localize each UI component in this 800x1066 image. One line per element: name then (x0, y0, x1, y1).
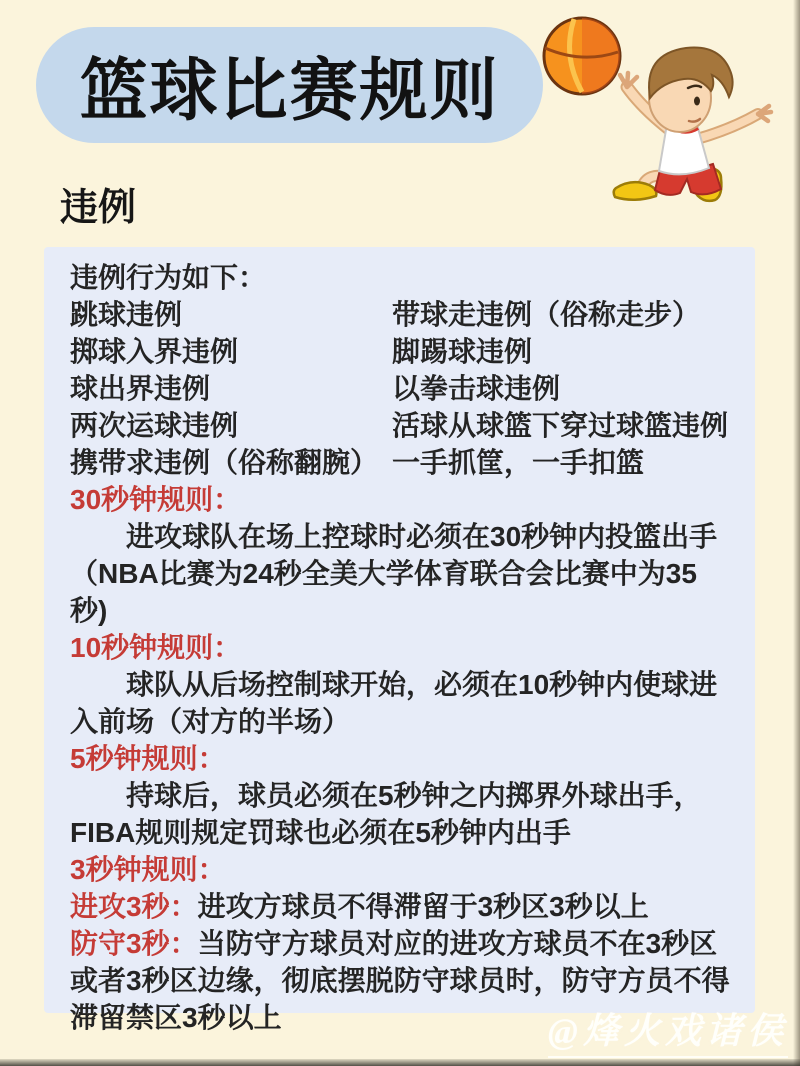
violation-item: 活球从球篮下穿过球篮违例 (392, 410, 729, 441)
rule-5s-body: 持球后，球员必须在5秒钟之内掷界外球出手，FIBA规则规定罚球也必须在5秒钟内出手 (70, 780, 702, 848)
violation-item: 携带求违例（俗称翻腕） (70, 447, 379, 478)
rule-3s-heading: 3秒钟规则： (70, 854, 226, 885)
violation-item: 以拳击球违例 (392, 373, 561, 404)
violation-item: 球出界违例 (70, 373, 211, 404)
rules-panel (44, 247, 755, 1033)
title-banner (36, 27, 543, 143)
offense-3s-label: 进攻3秒： (70, 891, 198, 922)
violations-row (70, 407, 733, 444)
violation-item: 跳球违例 (70, 299, 183, 330)
violations-intro: 违例行为如下： (70, 262, 267, 293)
scan-edge-right (793, 0, 800, 1066)
violations-row (70, 370, 733, 407)
violation-item: 两次运球违例 (70, 410, 239, 441)
rule-30s-body: 进攻球队在场上控球时必须在30秒钟内投篮出手（NBA比赛为24秒全美大学体育联合会比赛中为35秒) (70, 521, 718, 626)
rule-5s-heading: 5秒钟规则： (70, 743, 226, 774)
violation-item: 脚踢球违例 (392, 336, 533, 367)
rule-10s-body: 球队从后场控制球开始，必须在10秒钟内使球进入前场（对方的半场） (70, 669, 718, 737)
offense-3s-text: 进攻方球员不得滞留于3秒区3秒以上 (197, 891, 649, 922)
defense-3s-text: 当防守方球员对应的进攻方球员不在3秒区或者3秒区边缘，彻底摆脱防守球员时，防守方员不得滞留禁区3秒以上 (70, 928, 730, 1033)
violation-item: 掷球入界违例 (70, 336, 239, 367)
violation-item: 带球走违例（俗称走步） (392, 299, 701, 330)
violations-row (70, 296, 733, 333)
rule-10s-heading: 10秒钟规则： (70, 632, 242, 663)
basketball-icon (544, 18, 620, 94)
rule-30s-heading: 30秒钟规则： (70, 484, 242, 515)
watermark: @烽火戏诸侯 (548, 1003, 788, 1058)
defense-3s-label: 防守3秒： (70, 928, 198, 959)
violations-row (70, 444, 733, 481)
violation-item: 一手抓筐，一手扣篮 (392, 447, 645, 478)
page-title: 篮球比赛规则 (79, 52, 500, 129)
rule-3s-offense (70, 888, 733, 925)
scan-edge-bottom (0, 1059, 800, 1066)
section-heading-violations: 违例 (60, 187, 137, 229)
violations-row (70, 333, 733, 370)
basketball-player-illustration (530, 6, 794, 220)
